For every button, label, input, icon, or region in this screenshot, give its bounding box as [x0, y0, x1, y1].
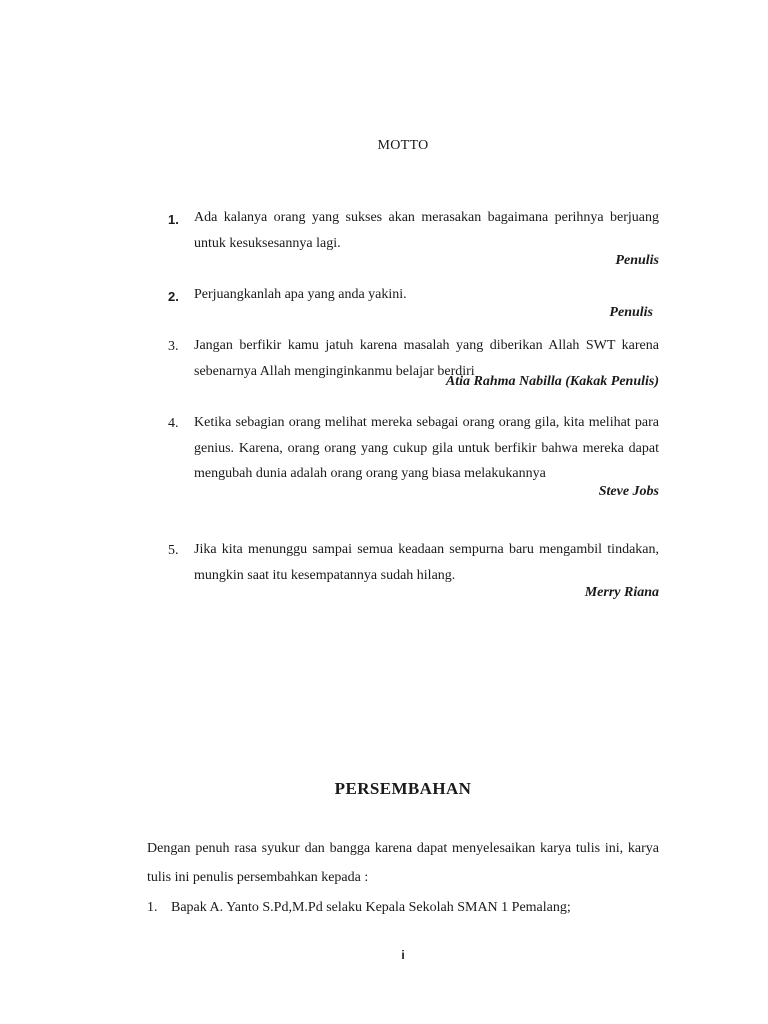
motto-item-text: Ada kalanya orang yang sukses akan merasakan bagaimana perihnya berjuang untuk kesuksesannya lagi.	[194, 210, 659, 251]
motto-item-1	[168, 205, 659, 269]
persembahan-item-number: 1.	[147, 900, 158, 915]
motto-item-number: 1.	[168, 212, 179, 227]
motto-item-2	[168, 282, 659, 321]
motto-item-text: Jika kita menunggu sampai semua keadaan sempurna baru mengambil tindakan, mungkin saat itu kesempatannya sudah hilang.	[194, 542, 659, 583]
motto-item-author: Atia Rahma Nabilla (Kakak Penulis)	[445, 374, 659, 389]
motto-item-3	[168, 333, 659, 390]
motto-item-text: Perjuangkanlah apa yang anda yakini.	[194, 287, 407, 302]
motto-item-author: Steve Jobs	[598, 483, 659, 499]
page-number: i	[401, 948, 405, 962]
motto-item-4	[168, 410, 659, 500]
motto-item-number: 3.	[168, 339, 179, 354]
motto-item-number: 4.	[168, 416, 179, 431]
motto-item-number: 5.	[168, 543, 179, 558]
persembahan-item-text: Bapak A. Yanto S.Pd,M.Pd selaku Kepala Sekolah SMAN 1 Pemalang;	[171, 900, 571, 915]
persembahan-item-1	[147, 897, 659, 919]
motto-item-number: 2.	[168, 289, 179, 304]
motto-item-text: Ketika sebagian orang melihat mereka sebagai orang orang gila, kita melihat para genius. Karena, orang orang yang cukup gila untuk berfikir bahwa mereka dapat mengubah dunia adalah orang orang yang biasa melakukannya	[194, 415, 659, 481]
motto-item-author: Penulis	[615, 253, 659, 268]
motto-item-text: Jangan berfikir kamu jatuh karena masalah yang diberikan Allah SWT karena sebenarnya Allah menginginkanmu belajar berdiri	[194, 338, 659, 379]
motto-item-author: Penulis	[609, 304, 653, 320]
motto-item-5	[168, 537, 659, 601]
persembahan-heading: PERSEMBAHAN	[334, 779, 472, 798]
motto-heading: MOTTO	[377, 138, 429, 153]
motto-item-author: Merry Riana	[584, 585, 659, 600]
persembahan-intro: Dengan penuh rasa syukur dan bangga karena dapat menyelesaikan karya tulis ini, karya tulis ini penulis persembahkan kepada :	[147, 841, 659, 885]
